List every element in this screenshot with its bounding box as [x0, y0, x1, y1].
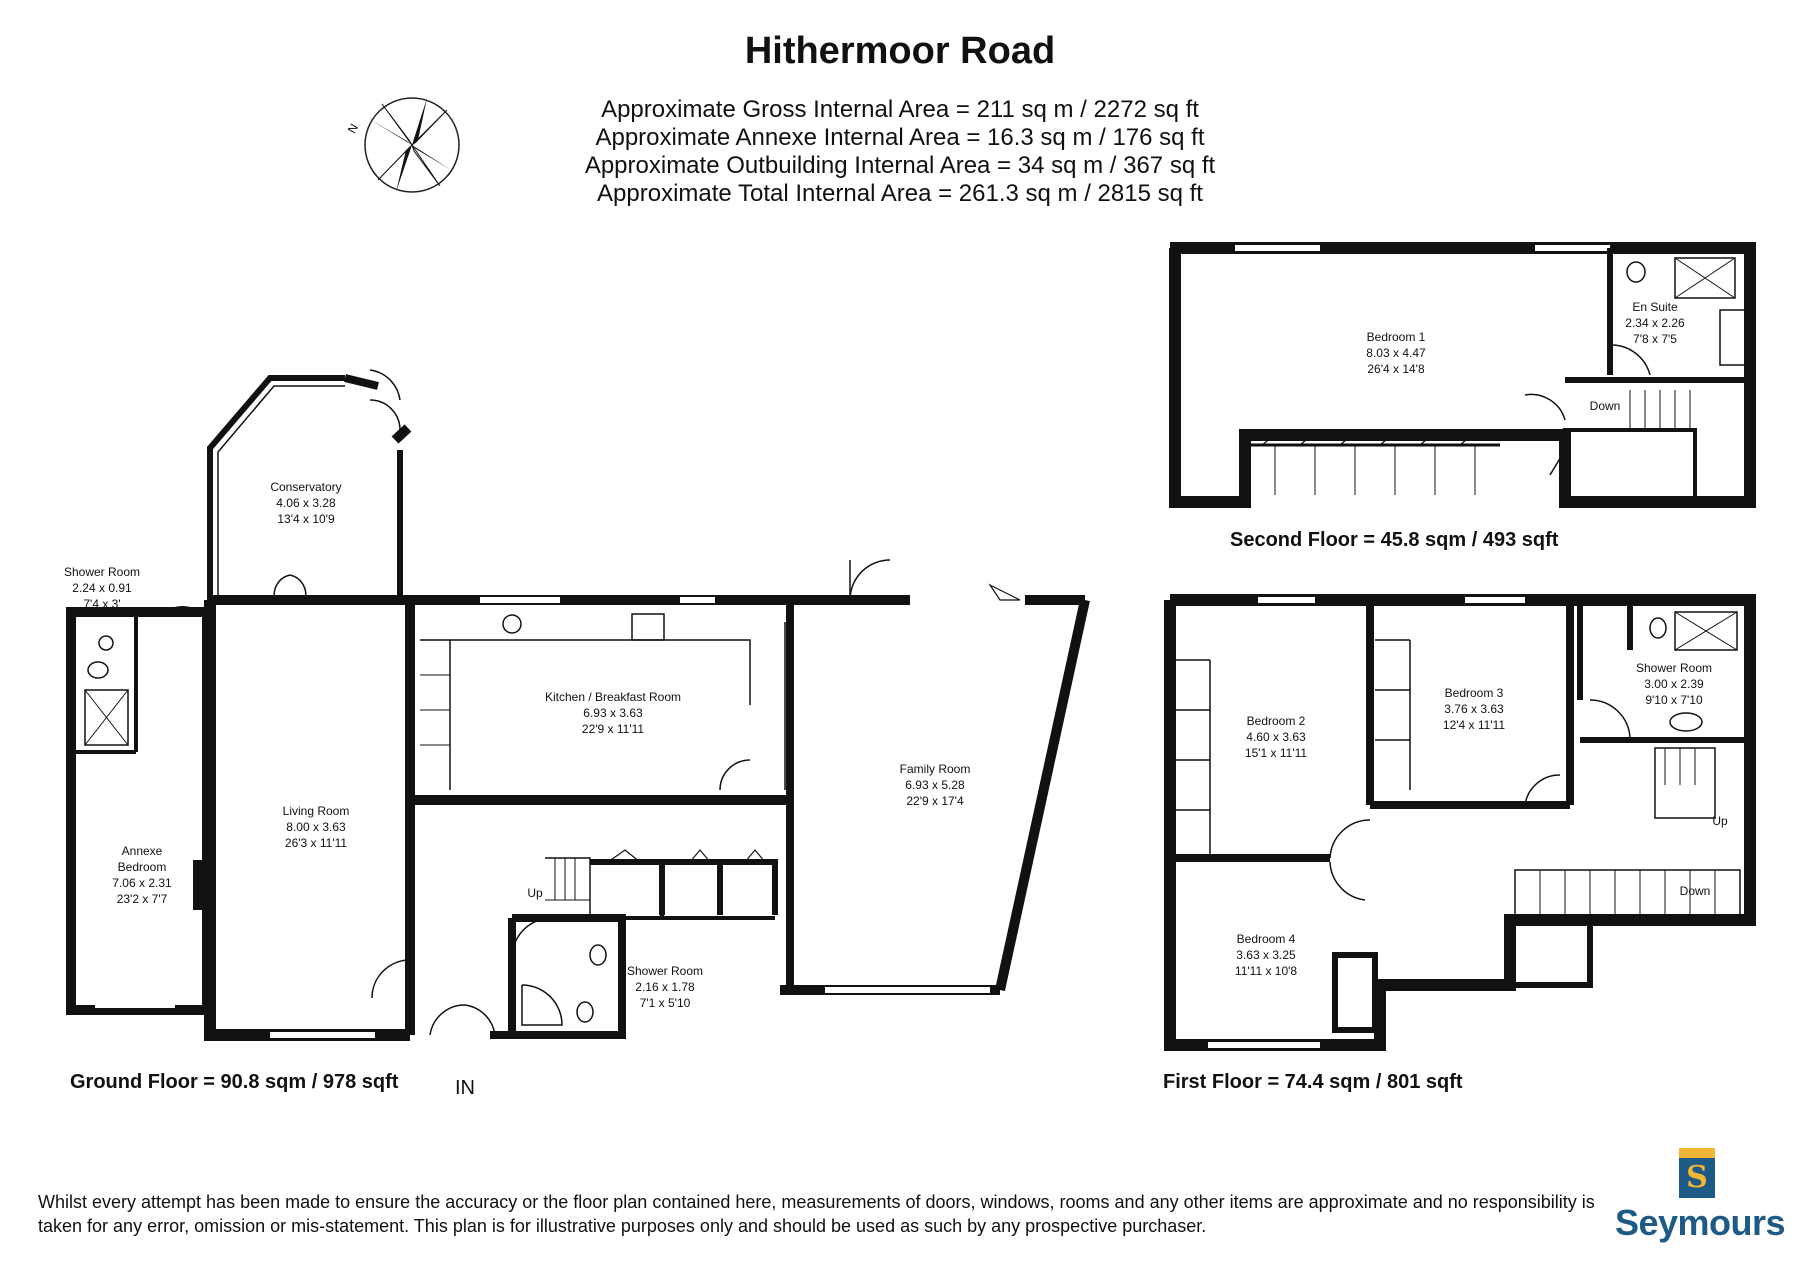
area-line-outbuilding: Approximate Outbuilding Internal Area = 34 sq m / 367 sq ft	[584, 152, 1216, 179]
svg-text:Family Room: Family Room	[899, 762, 971, 776]
svg-text:4.60 x 3.63: 4.60 x 3.63	[1246, 730, 1306, 744]
svg-text:2.16 x 1.78: 2.16 x 1.78	[635, 980, 695, 994]
svg-text:23'2 x 7'7: 23'2 x 7'7	[116, 892, 168, 906]
svg-text:Living Room: Living Room	[282, 804, 350, 818]
entrance-label: IN	[455, 1077, 475, 1099]
area-line-gross: Approximate Gross Internal Area = 211 sq m / 2272 sq ft	[601, 96, 1199, 123]
svg-text:Bedroom 3: Bedroom 3	[1444, 686, 1504, 700]
room-label-conservatory	[270, 480, 341, 526]
area-line-total: Approximate Total Internal Area = 261.3 sq m / 2815 sq ft	[597, 180, 1203, 207]
svg-text:12'4 x 11'11: 12'4 x 11'11	[1442, 718, 1506, 732]
svg-text:En Suite: En Suite	[1632, 300, 1678, 314]
svg-text:6.93 x 3.63: 6.93 x 3.63	[583, 706, 643, 720]
svg-text:3.63 x 3.25: 3.63 x 3.25	[1236, 948, 1296, 962]
room-label-bedroom-3	[1443, 686, 1506, 732]
seymours-logo-mark	[1679, 1148, 1715, 1198]
compass-north-label: N	[344, 121, 362, 136]
svg-text:Bedroom 2: Bedroom 2	[1246, 714, 1306, 728]
svg-text:7'1 x 5'10: 7'1 x 5'10	[639, 996, 691, 1010]
room-label-bedroom-2	[1245, 714, 1308, 760]
svg-text:3.00 x 2.39: 3.00 x 2.39	[1644, 677, 1704, 691]
svg-text:7.06 x 2.31: 7.06 x 2.31	[112, 876, 172, 890]
svg-text:Shower Room: Shower Room	[1635, 661, 1713, 675]
room-labels	[64, 300, 1728, 1010]
room-label-kitchen	[545, 690, 681, 736]
svg-text:13'4 x 10'9: 13'4 x 10'9	[277, 512, 335, 526]
room-label-annexe-shower-room	[64, 565, 140, 611]
svg-text:22'9 x 17'4: 22'9 x 17'4	[906, 794, 964, 808]
svg-text:26'3 x 11'11: 26'3 x 11'11	[284, 836, 348, 850]
svg-text:3.76 x 3.63: 3.76 x 3.63	[1444, 702, 1504, 716]
room-label-bedroom-1	[1366, 330, 1426, 376]
svg-text:Bedroom: Bedroom	[117, 860, 167, 874]
svg-text:Shower Room: Shower Room	[63, 565, 141, 579]
svg-text:8.03 x 4.47: 8.03 x 4.47	[1366, 346, 1426, 360]
stair-label-down-second: Down	[1589, 399, 1621, 413]
svg-text:9'10 x 7'10: 9'10 x 7'10	[1645, 693, 1703, 707]
second-floor-label: Second Floor = 45.8 sqm / 493 sqft	[1230, 529, 1559, 551]
room-label-ground-shower-room	[627, 964, 703, 1010]
second-floor-plan	[1170, 248, 1750, 502]
compass-icon	[345, 98, 459, 192]
svg-text:7'4 x 3': 7'4 x 3'	[83, 597, 121, 611]
svg-text:11'11 x 10'8: 11'11 x 10'8	[1234, 964, 1298, 978]
room-label-annexe-bedroom	[112, 844, 172, 906]
disclaimer-text: Whilst every attempt has been made to ensure the accuracy or the floor plan contained here, measurements of doors, windows, rooms and any other items are approximate and no responsibility is taken for any error, omission or mis-statement. This plan is for illustrative purposes only and should be used as such by any prospective purchaser.	[38, 1192, 1595, 1236]
svg-text:4.06 x 3.28: 4.06 x 3.28	[276, 496, 336, 510]
room-label-living-room	[283, 804, 350, 850]
annexe-walls	[71, 607, 207, 1010]
stair-label-up-ground: Up	[527, 886, 543, 900]
svg-text:15'1 x 11'11: 15'1 x 11'11	[1244, 746, 1308, 760]
seymours-logo-text: Seymours	[1614, 1202, 1786, 1243]
room-label-bedroom-4	[1235, 932, 1298, 978]
logo-letter: S	[1679, 1158, 1715, 1198]
plan-title: Hithermoor Road	[744, 30, 1056, 72]
stair-label-up-first: Up	[1712, 814, 1728, 828]
svg-text:Annexe: Annexe	[121, 844, 163, 858]
room-label-family-room	[900, 762, 971, 808]
logo-gold-bar	[1679, 1148, 1715, 1158]
room-label-en-suite	[1625, 300, 1685, 346]
svg-text:Conservatory: Conservatory	[270, 480, 342, 494]
svg-text:2.34 x 2.26: 2.34 x 2.26	[1625, 316, 1685, 330]
area-line-annexe: Approximate Annexe Internal Area = 16.3 sq m / 176 sq ft	[595, 124, 1205, 151]
first-floor-label: First Floor = 74.4 sqm / 801 sqft	[1163, 1071, 1463, 1093]
svg-text:8.00 x 3.63: 8.00 x 3.63	[286, 820, 346, 834]
ground-shower-room-fittings	[512, 918, 606, 1035]
room-label-first-shower-room	[1636, 661, 1712, 707]
svg-text:7'8 x 7'5: 7'8 x 7'5	[1633, 332, 1677, 346]
svg-text:Bedroom 4: Bedroom 4	[1236, 932, 1296, 946]
stair-label-down-first: Down	[1679, 884, 1711, 898]
svg-text:Shower Room: Shower Room	[626, 964, 704, 978]
svg-text:Kitchen / Breakfast Room: Kitchen / Breakfast Room	[544, 690, 682, 704]
svg-text:Bedroom 1: Bedroom 1	[1366, 330, 1426, 344]
svg-text:6.93 x 5.28: 6.93 x 5.28	[905, 778, 965, 792]
svg-text:22'9 x 11'11: 22'9 x 11'11	[581, 722, 645, 736]
svg-text:2.24 x 0.91: 2.24 x 0.91	[72, 581, 132, 595]
hall-stairs	[512, 850, 775, 918]
ground-floor-label: Ground Floor = 90.8 sqm / 978 sqft	[70, 1071, 399, 1093]
svg-text:26'4 x 14'8: 26'4 x 14'8	[1367, 362, 1425, 376]
